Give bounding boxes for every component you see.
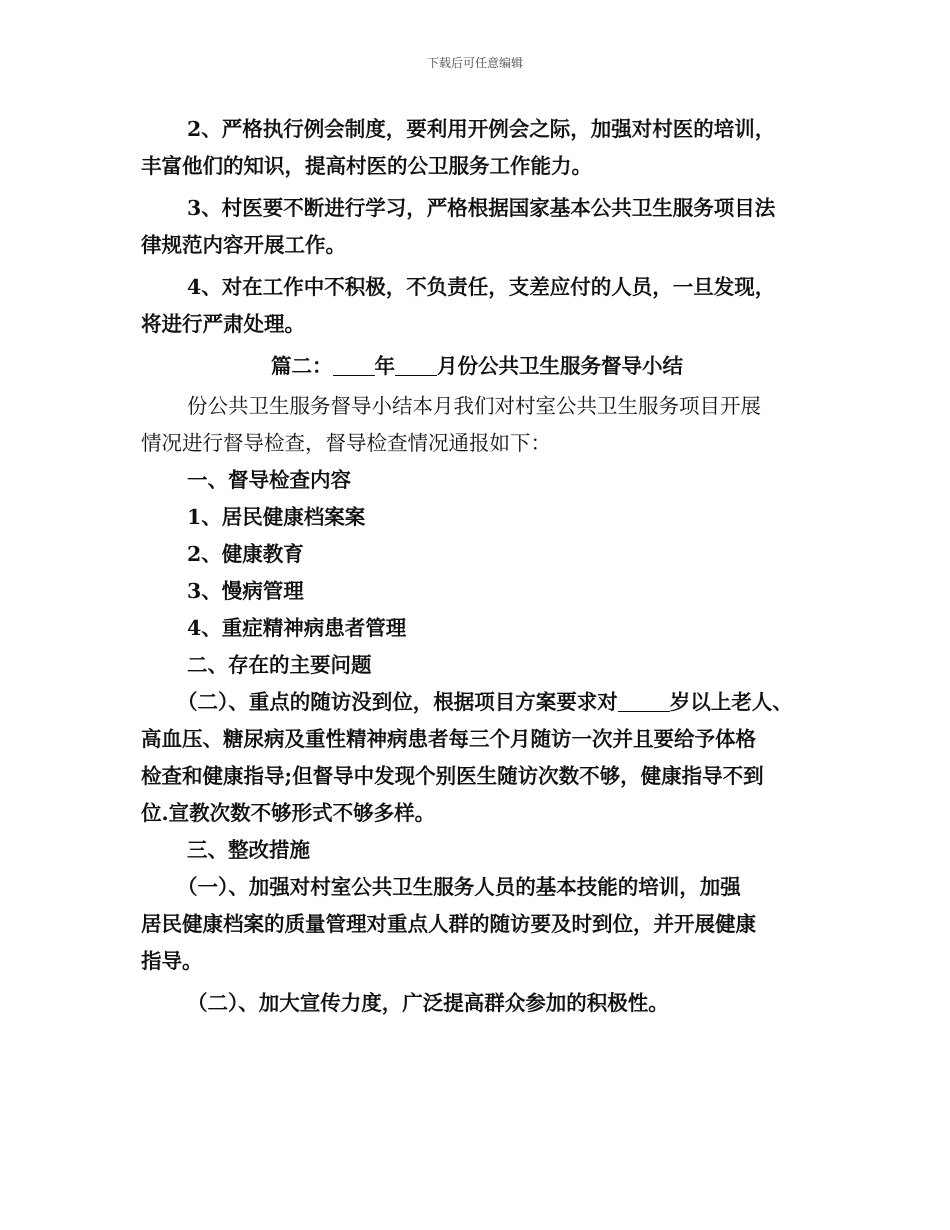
paragraph-line: 丰富他们的知识，提高村医的公卫服务工作能力。 xyxy=(141,154,592,178)
section-heading: 一、督导检查内容 xyxy=(187,468,351,492)
paragraph-line: 将进行严肃处理。 xyxy=(141,312,305,336)
paragraph-line: 检查和健康指导;但督导中发现个别医生随访次数不够，健康指导不到 xyxy=(141,764,764,788)
paragraph-line: （一）、加强对村室公共卫生服务人员的基本技能的培训，加强 xyxy=(177,875,741,899)
section-heading: 三、整改措施 xyxy=(187,838,310,862)
paragraph-line: 居民健康档案的质量管理对重点人群的随访要及时到位，并开展健康 xyxy=(141,912,756,936)
paragraph-line: 律规范内容开展工作。 xyxy=(141,233,346,257)
problem-text-end: 岁以上老人、 xyxy=(669,690,793,714)
intro-line: 情况进行督导检查，督导检查情况通报如下： xyxy=(141,431,551,455)
blank-underline xyxy=(333,355,375,377)
paragraph-line: 4、对在工作中不积极，不负责任，支差应付的人员，一旦发现， xyxy=(187,275,776,299)
header-note: 下载后可任意编辑 xyxy=(426,56,523,70)
list-item: 1、居民健康档案案 xyxy=(187,505,366,529)
paragraph-line: 位.宣教次数不够形式不够多样。 xyxy=(141,801,436,825)
list-item: 2、健康教育 xyxy=(187,542,304,566)
section-heading: 二、存在的主要问题 xyxy=(187,653,372,677)
paragraph-line: （二）、加大宣传力度，广泛提高群众参加的积极性。 xyxy=(187,991,669,1015)
title-suffix: 月份公共卫生服务督导小结 xyxy=(437,354,683,378)
paragraph-line: 指导。 xyxy=(141,949,203,973)
blank-underline xyxy=(618,691,670,713)
section-title xyxy=(141,346,813,386)
problem-text-start: （二）、重点的随访没到位，根据项目方案要求对 xyxy=(177,690,618,714)
paragraph-line: 3、村医要不断进行学习，严格根据国家基本公共卫生服务项目法 xyxy=(187,196,776,220)
title-prefix: 篇二： xyxy=(271,354,333,378)
paragraph-line: 高血压、糖尿病及重性精神病患者每三个月随访一次并且要给予体格 xyxy=(141,727,756,751)
list-item: 3、慢病管理 xyxy=(187,579,304,603)
list-item: 4、重症精神病患者管理 xyxy=(187,616,407,640)
paragraph-line: 2、严格执行例会制度，要利用开例会之际，加强对村医的培训， xyxy=(187,117,776,141)
paragraph-line xyxy=(141,684,813,721)
document-body xyxy=(141,111,813,1022)
title-year: 年 xyxy=(374,354,395,378)
blank-underline xyxy=(395,355,437,377)
intro-line: 份公共卫生服务督导小结本月我们对村室公共卫生服务项目开展 xyxy=(187,394,761,418)
